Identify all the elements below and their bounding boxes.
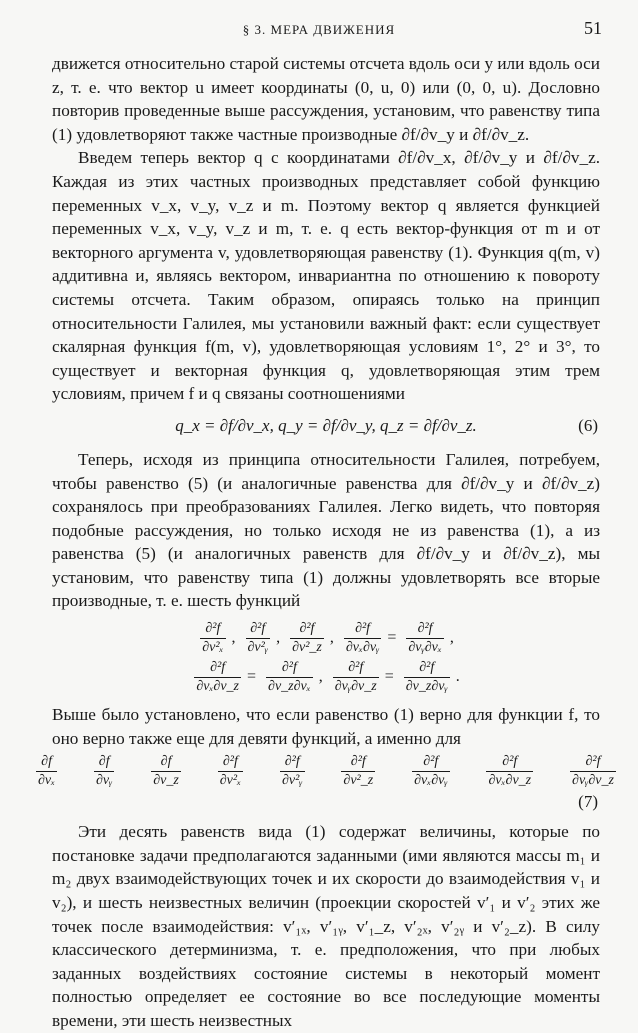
derivative-fraction: $\frac{\text{∂²f}}{\text{∂v²ᵧ}}$ — [281, 754, 303, 789]
derivative-fraction: $\frac{\partial f}{\partial v\_z}$ — [153, 754, 179, 789]
derivative-fraction: $\frac{\text{∂²f}}{\text{∂vᵧ∂v\_z}}$ — [334, 660, 377, 695]
paragraph-1: движется относительно старой системы отсчета вдоль оси y или вдоль оси z, т. е. что вектор u имеет координаты (0, u, 0) или (0, 0, u). Дословно повторив проведенные выше рассуждения, установим, что равенству типа (1) удовлетворяют также частные производные ∂f/∂v_y и ∂f/∂v_z. — [52, 54, 600, 144]
equation-7-row — [32, 754, 620, 789]
equation-7 — [38, 750, 614, 820]
derivative-fraction: $\frac{\text{∂²f}}{\text{∂v²\_z}}$ — [292, 621, 322, 656]
derivative-fraction: $\frac{\partial f}{\text{∂vᵧ}}$ — [96, 754, 113, 789]
derivative-fraction: $\frac{\text{∂²f}}{\text{∂v²ᵧ}}$ — [247, 621, 269, 656]
running-head: § 3. МЕРА ДВИЖЕНИЯ — [242, 22, 396, 37]
derivative-fraction: $\frac{\text{∂²f}}{\text{∂v²\_z}}$ — [343, 754, 374, 789]
derivative-fraction: $\frac{\text{∂²f}}{\text{∂v²ₓ}}$ — [219, 754, 242, 789]
page-body — [38, 52, 614, 1033]
second-derivatives-line-2: $\frac{\text{∂²f}}{\text{∂vₓ∂v\_z}}$ = $\frac{\text{∂²f}}{\text{∂v\_z∂vₓ}}$ , $\frac{\text{∂²f}}{\text{∂vᵧ∂v\_z}}$ = $\frac{\text{∂²f}}{\text{∂v\_z∂vᵧ}}$ . — [196, 660, 460, 695]
page-number: 51 — [584, 18, 602, 38]
equation-7-number: (7) — [578, 792, 598, 812]
second-derivatives-block — [52, 613, 600, 703]
derivative-fraction: $\frac{\text{∂²f}}{\text{∂vₓ∂v\_z}}$ — [196, 660, 240, 695]
derivative-fraction: $\frac{\text{∂²f}}{\text{∂v²ₓ}}$ — [202, 621, 224, 656]
page-header — [0, 18, 638, 42]
derivative-fraction: $\frac{\text{∂²f}}{\text{∂vₓ∂vᵧ}}$ — [414, 754, 448, 789]
paragraph-3: Теперь, исходя из принципа относительности Галилея, потребуем, чтобы равенство (5) (и аналогичные равенства для ∂f/∂v_y и ∂f/∂v_z) сохранялось при преобразованиях Галилея. Легко видеть, что повторяя подобные рассуждения, но только исходя не из равенства (1), а из равенства (5) (и аналогичных равенств для ∂f/∂v_y и ∂f/∂v_z), мы установим, что равенству типа (1) должны удовлетворять все вторые производные, т. е. шесть функций — [52, 449, 600, 611]
equation-6 — [52, 406, 600, 448]
paragraph-4: Выше было установлено, что если равенство (1) верно для функции f, то оно верно также еще для девяти функций, а именно для — [52, 705, 600, 748]
derivative-fraction: $\frac{\text{∂²f}}{\text{∂vᵧ∂v\_z}}$ — [572, 754, 614, 789]
derivative-fraction: $\frac{\partial f}{\text{∂vₓ}}$ — [38, 754, 56, 789]
derivative-fraction: $\frac{\text{∂²f}}{\text{∂vᵧ∂vₓ}}$ — [408, 621, 442, 656]
derivative-fraction: $\frac{\text{∂²f}}{\text{∂vₓ∂vᵧ}}$ — [345, 621, 380, 656]
paragraph-5: Эти десять равенств вида (1) содержат величины, которые по постановке задачи предполагаются заданными (ими являются массы m₁ и m₂ двух взаимодействующих точек и их скорости до взаимодействия v₁ и v₂), и шесть неизвестных величин (проекции скоростей v′₁ и v′₂ этих же точек после взаимодействия: v′₁ₓ, v′₁ᵧ, v′₁_z, v′₂ₓ, v′₂ᵧ и v′₂_z). В силу классического детерминизма, т. е. предположения, что при любых заданных воздействиях состояние системы в некоторый момент полностью определяет ее состояние во все последующие моменты времени, эти шесть неизвестных — [52, 822, 600, 1030]
derivative-fraction: $\frac{\text{∂²f}}{\text{∂v\_z∂vᵧ}}$ — [405, 660, 448, 695]
paragraph-2: Введем теперь вектор q с координатами ∂f/∂v_x, ∂f/∂v_y и ∂f/∂v_z. Каждая из этих частных производных представляет собой функцию переменных v_x, v_y, v_z и m. Поэтому вектор q является функцией переменных v_x, v_y, v_z и m, т. е. q есть вектор-функция от m и от векторного аргумента v, удовлетворяющая равенству (1). Функция q(m, v) аддитивна и, являясь вектором, инвариантна по отношению к повороту системы отсчета. Таким образом, опираясь только на принцип относительности Галилея, мы установили важный факт: если существует скалярная функция f(m, v), удовлетворяющая условиям 1°, 2° и 3°, то существует и векторная функция q, удовлетворяющая этим трем условиям, причем f и q связаны соотношениями — [52, 148, 600, 404]
equation-6-number: (6) — [578, 415, 598, 435]
derivative-fraction: $\frac{\text{∂²f}}{\text{∂v\_z∂vₓ}}$ — [268, 660, 311, 695]
derivative-fraction: $\frac{\text{∂²f}}{\text{∂vₓ∂v\_z}}$ — [488, 754, 532, 789]
equation-6-body: q_x = ∂f/∂v_x, q_y = ∂f/∂v_y, q_z = ∂f/∂v_z. — [175, 415, 477, 435]
second-derivatives-line-1: $\frac{\text{∂²f}}{\text{∂v²ₓ}}$ , $\frac{\text{∂²f}}{\text{∂v²ᵧ}}$ , $\frac{\text{∂²f}}{\text{∂v²\_z}}$ , $\frac{\text{∂²f}}{\text{∂vₓ∂vᵧ}}$ = $\frac{\text{∂²f}}{\text{∂vᵧ∂vₓ}}$ , — [202, 621, 454, 656]
